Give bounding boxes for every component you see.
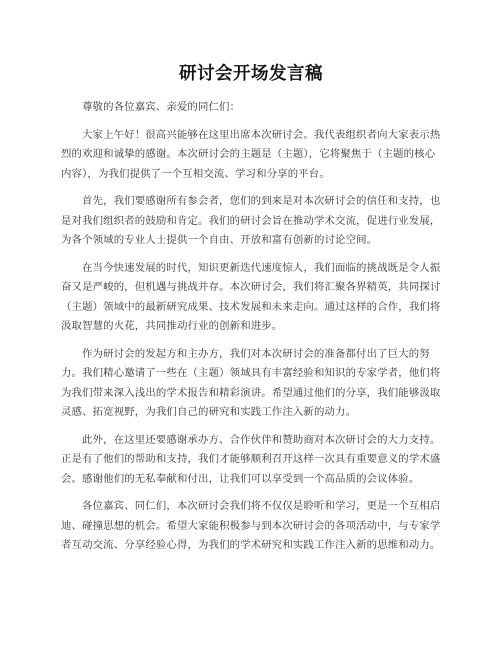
greeting-paragraph: 尊敬的各位嘉宾、亲爱的同仁们： — [82, 101, 241, 113]
body-paragraph: 此外，在这里还要感谢承办方、合作伙伴和赞助商对本次研讨会的大力支持。正是有了他们的帮助和支持，我们才能够顺利召开这样一次具有重要意义的学术盛会。感谢他们的无私奉献和付出，让我们可以享受到一个高品质的会议体验。 — [61, 433, 441, 485]
body-paragraph: 首先，我们要感谢所有参会者，您们的到来是对本次研讨会的信任和支持，也是对我们组织者的鼓励和肯定。我们的研讨会旨在推动学术交流，促进行业发展，为各个领域的专业人士提供一个自由、开放和富有创新的讨论空间。 — [61, 195, 441, 246]
body-paragraph: 大家上午好！很高兴能够在这里出席本次研讨会。我代表组织者向大家表示热烈的欢迎和诚挚的感谢。本次研讨会的主题是（主题），它将聚焦于（主题的核心内容），为我们提供了一个互相交流、学习和分享的平台。 — [61, 128, 441, 180]
document-title: 研讨会开场发言稿 — [179, 64, 323, 84]
body-paragraph: 在当今快速发展的时代，知识更新迭代速度惊人，我们面临的挑战既是令人振奋又是严峻的，但机遇与挑战并存。本次研讨会，我们将汇聚各界精英，共同探讨（主题）领域中的最新研究成果、技术发展和未来走向。通过这样的合作，我们将汲取智慧的火花，共同推动行业的创新和进步。 — [61, 261, 441, 332]
body-paragraph: 作为研讨会的发起方和主办方，我们对本次研讨会的准备都付出了巨大的努力。我们精心邀请了一些在（主题）领域具有丰富经验和知识的专家学者，他们将为我们带来深入浅出的学术报告和精彩演讲。希望通过他们的分享，我们能够汲取灵感、拓宽视野，为我们自己的研究和实践工作注入新的动力。 — [61, 347, 441, 418]
document-body — [61, 98, 445, 564]
body-paragraph: 各位嘉宾、同仁们，本次研讨会我们将不仅仅是聆听和学习，更是一个互相启迪、碰撞思想的机会。希望大家能积极参与到本次研讨会的各项活动中，与专家学者互动交流、分享经验心得，为我们的学术研究和实践工作注入新的思维和动力。 — [61, 500, 441, 551]
